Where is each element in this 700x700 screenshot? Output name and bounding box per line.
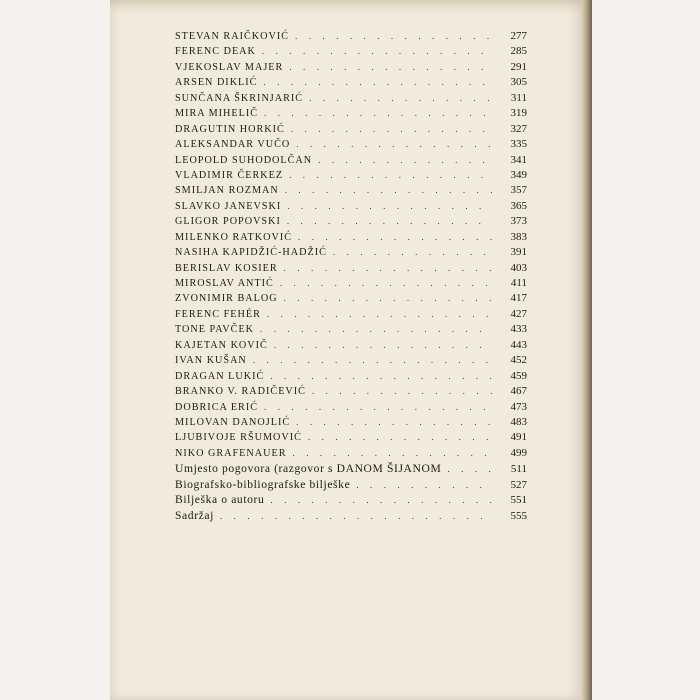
- toc-entry-title: STEVAN RAIČKOVIĆ: [175, 31, 290, 42]
- toc-entry-page: 499: [510, 446, 527, 459]
- leader-dots: [318, 155, 493, 165]
- leader-dots: [289, 170, 493, 180]
- toc-entry: [175, 493, 527, 508]
- toc-entry-page: 551: [510, 494, 527, 507]
- toc-entry: [175, 123, 527, 138]
- toc-entry-page: 291: [510, 60, 527, 73]
- toc-entry-title: Biografsko-bibliografske bilješke: [175, 477, 351, 491]
- toc-entry-page: 365: [510, 199, 527, 212]
- toc-entry-page: 527: [510, 478, 527, 491]
- toc-entry: [175, 401, 527, 416]
- toc-entry-page: 443: [510, 338, 527, 351]
- toc-entry: [175, 92, 527, 107]
- toc-entry-page: 417: [510, 292, 527, 305]
- toc-entry: [175, 107, 527, 122]
- toc-entry: [175, 354, 527, 369]
- toc-entry-title: BRANKO V. RADIČEVIĆ: [175, 386, 306, 398]
- toc-entry: [175, 262, 527, 277]
- toc-entry: [175, 45, 527, 60]
- toc-entry-page: 311: [510, 91, 527, 104]
- toc-entry-page: 411: [510, 277, 527, 289]
- toc-entry-title: NASIHA KAPIDŽIĆ-HADŽIĆ: [175, 247, 327, 259]
- toc-entry-title: Sadržaj: [175, 508, 214, 522]
- toc-entry-page: 349: [510, 168, 527, 181]
- leader-dots: [284, 293, 493, 303]
- toc-entry: [175, 231, 527, 246]
- toc-entry-page: 277: [510, 30, 527, 42]
- toc-entry-page: 285: [510, 45, 527, 58]
- toc-entry: [175, 61, 527, 76]
- toc-entry-title: MILENKO RATKOVIĆ: [175, 231, 293, 243]
- leader-dots: [264, 402, 493, 412]
- leader-dots: [220, 511, 493, 521]
- toc-entry: [175, 154, 527, 169]
- table-of-contents: [175, 30, 527, 524]
- toc-entry: [175, 385, 527, 400]
- toc-entry-page: 305: [510, 76, 527, 89]
- leader-dots: [289, 62, 493, 72]
- toc-entry-page: 327: [510, 122, 527, 135]
- toc-entry: [175, 308, 527, 323]
- toc-entry: [175, 431, 527, 446]
- toc-entry-page: 459: [510, 369, 527, 382]
- toc-entry-page: 341: [510, 153, 527, 166]
- leader-dots: [312, 386, 493, 396]
- leader-dots: [270, 495, 493, 505]
- leader-dots: [296, 139, 493, 149]
- toc-entry-title: NIKO GRAFENAUER: [175, 447, 287, 459]
- toc-entry-title: SUNČANA ŠKRINJARIĆ: [175, 92, 304, 104]
- toc-entry-title: LEOPOLD SUHODOLČAN: [175, 154, 313, 166]
- toc-entry-title: KAJETAN KOVIČ: [175, 339, 268, 351]
- leader-dots: [264, 108, 493, 118]
- toc-entry-page: 491: [510, 431, 527, 444]
- leader-dots: [274, 340, 493, 350]
- toc-entry-page: 467: [510, 385, 527, 398]
- toc-entry-title: FERENC DEAK: [175, 46, 256, 58]
- leader-dots: [285, 185, 493, 195]
- toc-entry-title: ARSEN DIKLIĆ: [175, 77, 258, 89]
- toc-entry: [175, 339, 527, 354]
- leader-dots: [284, 263, 493, 273]
- toc-entry-page: 473: [510, 400, 527, 413]
- toc-entry-title: Bilješka o autoru: [175, 493, 265, 507]
- leader-dots: [298, 232, 493, 242]
- toc-entry: [175, 200, 527, 215]
- leader-dots: [287, 201, 493, 211]
- toc-entry-page: 433: [510, 323, 527, 336]
- toc-entry-page: 383: [510, 230, 527, 243]
- toc-entry: [175, 169, 527, 184]
- toc-entry: [175, 76, 527, 91]
- toc-entry-title: VLADIMIR ČERKEZ: [175, 169, 284, 181]
- toc-entry-title: VJEKOSLAV MAJER: [175, 61, 284, 73]
- leader-dots: [293, 448, 494, 458]
- leader-dots: [356, 480, 493, 490]
- toc-entry-title: FERENC FEHÉR: [175, 308, 261, 320]
- leader-dots: [447, 464, 493, 474]
- toc-entry-title: DOBRICA ERIĆ: [175, 401, 259, 413]
- page-top-shadow: [110, 0, 582, 14]
- leader-dots: [267, 309, 493, 319]
- leader-dots: [263, 77, 493, 87]
- leader-dots: [296, 417, 493, 427]
- leader-dots: [333, 247, 493, 257]
- leader-dots: [295, 31, 493, 41]
- toc-entry-title: ZVONIMIR BALOG: [175, 293, 278, 305]
- toc-entry-title: DRAGUTIN HORKIĆ: [175, 123, 285, 135]
- toc-entry-title: MILOVAN DANOJLIĆ: [175, 416, 291, 428]
- leader-dots: [280, 278, 493, 288]
- toc-entry-title: IVAN KUŠAN: [175, 355, 247, 367]
- toc-entry-page: 452: [510, 354, 527, 367]
- toc-entry: [175, 277, 527, 292]
- toc-entry-title: MIRA MIHELIČ: [175, 108, 259, 120]
- toc-entry-page: 335: [510, 138, 527, 151]
- toc-entry: [175, 447, 527, 462]
- toc-entry-title: ALEKSANDAR VUČO: [175, 139, 291, 151]
- toc-entry-title: MIROSLAV ANTIĆ: [175, 278, 274, 289]
- leader-dots: [308, 432, 493, 442]
- toc-entry: [175, 416, 527, 431]
- toc-entry: [175, 292, 527, 307]
- toc-entry: [175, 246, 527, 261]
- leader-dots: [291, 124, 493, 134]
- toc-entry: [175, 462, 527, 477]
- toc-entry: [175, 30, 527, 45]
- leader-dots: [260, 324, 493, 334]
- leader-dots: [287, 216, 493, 226]
- toc-entry-title: SMILJAN ROZMAN: [175, 185, 279, 197]
- toc-entry-page: 373: [510, 215, 527, 228]
- toc-entry: [175, 478, 527, 493]
- toc-entry: [175, 138, 527, 153]
- toc-entry: [175, 215, 527, 230]
- leader-dots: [270, 371, 493, 381]
- toc-entry-title: LJUBIVOJE RŠUMOVIĆ: [175, 432, 302, 444]
- toc-entry-title: DRAGAN LUKIĆ: [175, 370, 265, 382]
- toc-entry-title: SLAVKO JANEVSKI: [175, 200, 282, 212]
- toc-entry-title: GLIGOR POPOVSKI: [175, 216, 281, 228]
- toc-entry-page: 511: [510, 463, 527, 476]
- toc-entry-page: 357: [510, 184, 527, 197]
- toc-entry-page: 427: [510, 307, 527, 320]
- leader-dots: [253, 355, 493, 365]
- toc-entry: [175, 184, 527, 199]
- toc-entry-title: TONE PAVČEK: [175, 324, 255, 336]
- toc-entry-page: 555: [510, 509, 527, 522]
- toc-entry-page: 483: [510, 415, 527, 428]
- toc-entry: [175, 323, 527, 338]
- toc-entry-title: BERISLAV KOSIER: [175, 262, 278, 274]
- toc-entry-page: 319: [510, 107, 527, 120]
- page-edge: [582, 0, 592, 700]
- toc-entry-title: Umjesto pogovora (razgovor s DANOM ŠIJANOM: [175, 462, 442, 476]
- leader-dots: [309, 93, 493, 103]
- toc-entry-page: 403: [510, 261, 527, 274]
- toc-entry-page: 391: [510, 246, 527, 259]
- leader-dots: [262, 46, 493, 56]
- toc-entry: [175, 509, 527, 524]
- toc-entry: [175, 370, 527, 385]
